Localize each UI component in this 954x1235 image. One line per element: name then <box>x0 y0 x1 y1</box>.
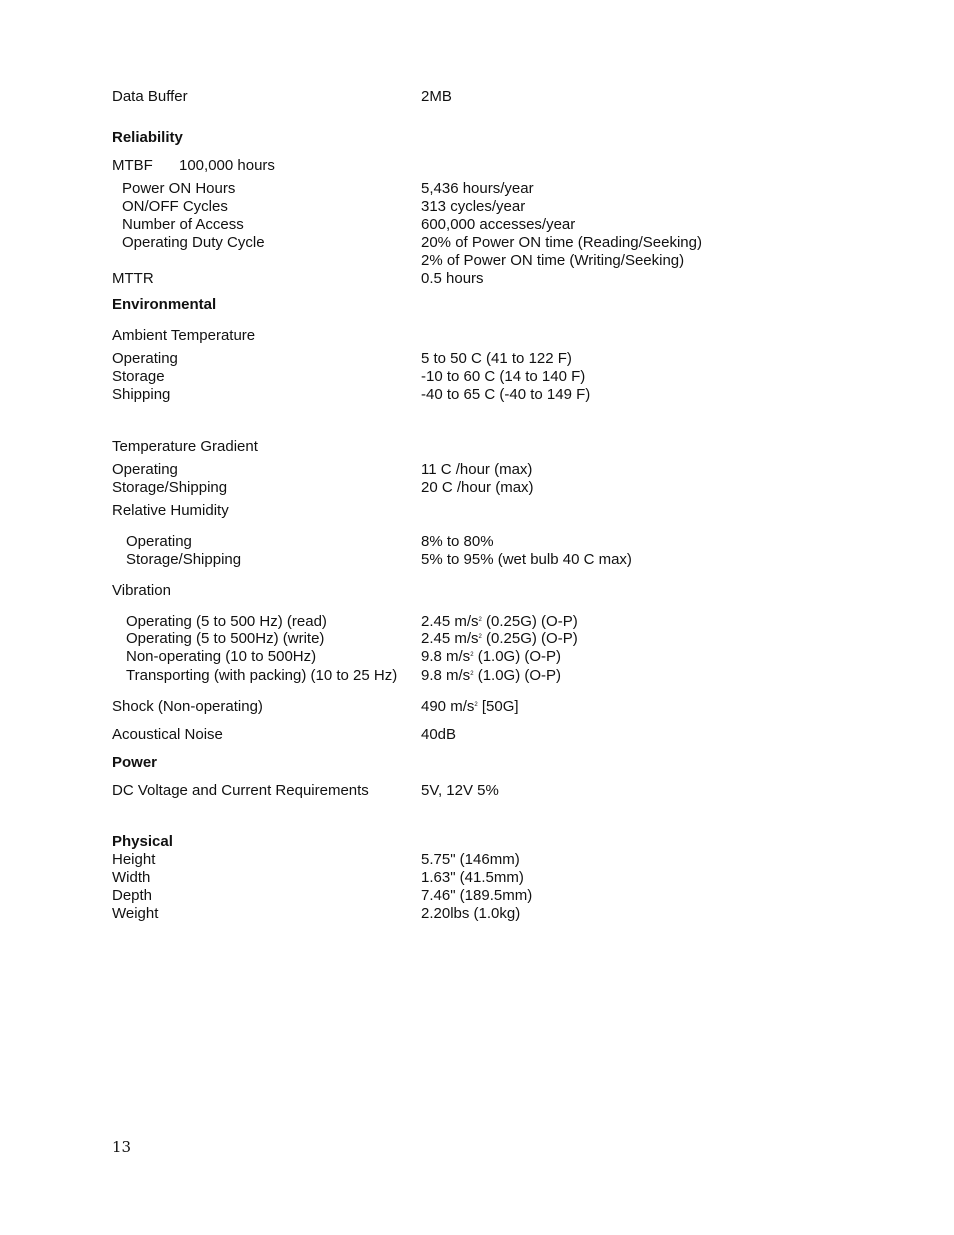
noise-label: Acoustical Noise <box>112 726 223 743</box>
height-value: 5.75" (146mm) <box>421 851 520 868</box>
on-off-cycles-value: 313 cycles/year <box>421 198 526 215</box>
on-off-cycles-label: ON/OFF Cycles <box>122 198 228 215</box>
gradient-operating-label: Operating <box>112 461 178 478</box>
ambient-storage-label: Storage <box>112 368 165 385</box>
temp-gradient-title: Temperature Gradient <box>112 438 258 455</box>
humidity-operating-label: Operating <box>126 533 192 550</box>
vibration-write-value: 2.45 $m/s^2$ (0.25G) (O-P) <box>421 630 578 647</box>
mttr-value: 0.5 hours <box>421 270 484 287</box>
gradient-operating-value: 11 C /hour (max) <box>421 461 533 478</box>
depth-value: 7.46" (189.5mm) <box>421 887 533 904</box>
duty-cycle-value-write: 2% of Power ON time (Writing/Seeking) <box>421 252 685 269</box>
depth-label: Depth <box>112 887 153 904</box>
mttr-label: MTTR <box>112 270 154 287</box>
number-of-access-value: 600,000 accesses/year <box>421 216 576 233</box>
duty-cycle-label: Operating Duty Cycle <box>122 234 265 251</box>
gradient-storage-label: Storage/Shipping <box>112 479 228 496</box>
power-heading: Power <box>112 754 158 771</box>
vibration-nonop-value: 9.8 $m/s^2$ (1.0G) (O-P) <box>421 648 562 665</box>
weight-value: 2.20lbs (1.0kg) <box>421 905 521 922</box>
ambient-shipping-value: -40 to 65 C (-40 to 149 F) <box>421 386 591 403</box>
weight-label: Weight <box>112 905 159 922</box>
shock-value: 490 $m/s^2$ [50G] <box>421 698 519 715</box>
ambient-shipping-label: Shipping <box>112 386 171 403</box>
data-buffer-label: Data Buffer <box>112 88 188 105</box>
humidity-storage-label: Storage/Shipping <box>126 551 242 568</box>
mtbf-label: MTBF <box>112 157 153 174</box>
vibration-title: Vibration <box>112 582 171 599</box>
width-label: Width <box>112 869 151 886</box>
vibration-transport-label: Transporting (with packing) (10 to 25 Hz) <box>126 667 398 684</box>
ambient-temp-title: Ambient Temperature <box>112 327 256 344</box>
vibration-nonop-label: Non-operating (10 to 500Hz) <box>126 648 317 665</box>
height-label: Height <box>112 851 156 868</box>
vibration-read-label: Operating (5 to 500 Hz) (read) <box>126 613 327 630</box>
power-on-hours-value: 5,436 hours/year <box>421 180 534 197</box>
number-of-access-label: Number of Access <box>122 216 244 233</box>
physical-heading: Physical <box>112 833 173 850</box>
ambient-operating-label: Operating <box>112 350 178 367</box>
vibration-write-label: Operating (5 to 500Hz) (write) <box>126 630 325 647</box>
gradient-storage-value: 20 C /hour (max) <box>421 479 534 496</box>
noise-value: 40dB <box>421 726 457 743</box>
shock-label: Shock (Non-operating) <box>112 698 263 715</box>
humidity-operating-value: 8% to 80% <box>421 533 494 550</box>
humidity-storage-value: 5% to 95% (wet bulb 40 C max) <box>421 551 632 568</box>
duty-cycle-value-read: 20% of Power ON time (Reading/Seeking) <box>421 234 702 251</box>
ambient-operating-value: 5 to 50 C (41 to 122 F) <box>421 350 572 367</box>
vibration-read-value: 2.45 $m/s^2$ (0.25G) (O-P) <box>421 613 578 630</box>
humidity-title: Relative Humidity <box>112 502 229 519</box>
dc-label: DC Voltage and Current Requirements <box>112 782 369 799</box>
data-buffer-value: 2MB <box>421 88 452 105</box>
environmental-heading: Environmental <box>112 296 217 313</box>
page-number: 13 <box>112 1138 132 1156</box>
mtbf-value: 100,000 hours <box>179 157 275 174</box>
width-value: 1.63" (41.5mm) <box>421 869 524 886</box>
dc-value: 5V, 12V 5% <box>421 782 499 799</box>
reliability-heading: Reliability <box>112 129 183 146</box>
ambient-storage-value: -10 to 60 C (14 to 140 F) <box>421 368 586 385</box>
power-on-hours-label: Power ON Hours <box>122 180 236 197</box>
vibration-transport-value: 9.8 $m/s^2$ (1.0G) (O-P) <box>421 667 562 684</box>
